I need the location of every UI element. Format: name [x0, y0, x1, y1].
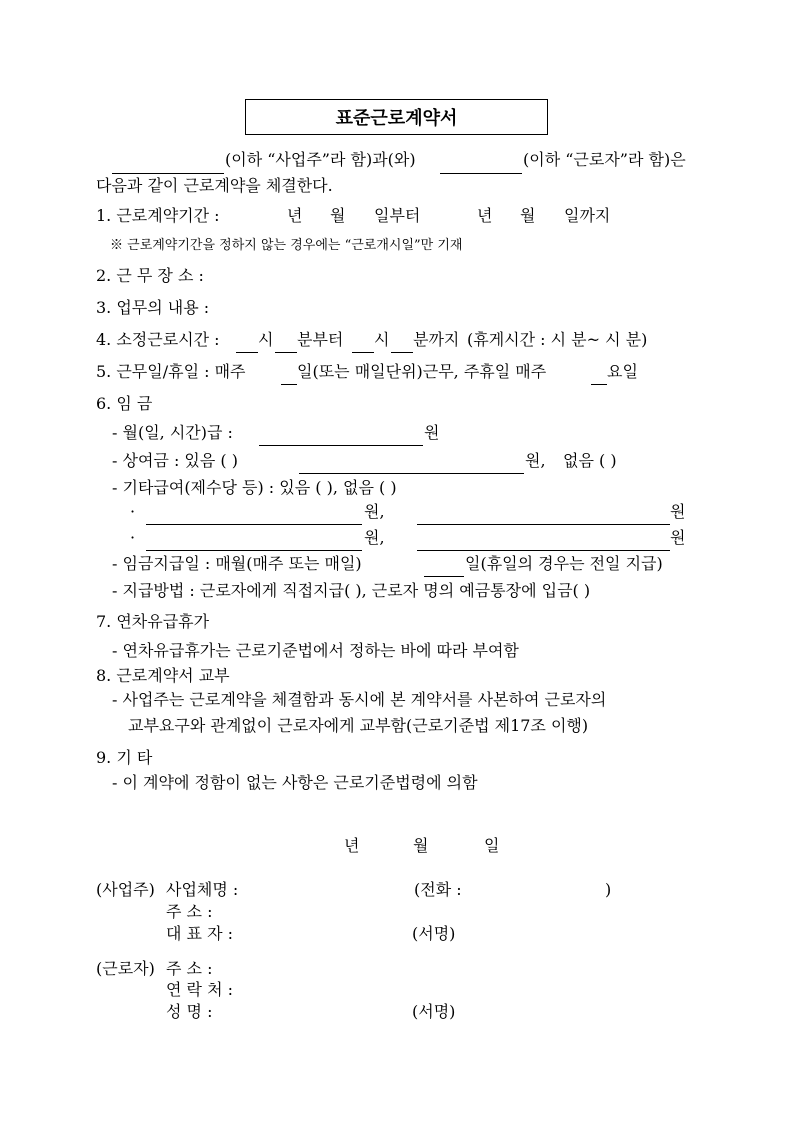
s1-month1: 월: [330, 206, 346, 225]
intro-line2: 다음과 같이 근로계약을 체결한다.: [96, 176, 333, 195]
s4-break: (휴게시간 : 시 분~ 시 분): [467, 330, 648, 349]
worker-role: (근로자): [96, 959, 155, 978]
s1-label: 1. 근로계약기간 :: [96, 206, 220, 225]
s6-other4-won: 원: [670, 528, 686, 547]
s6-other4-blank[interactable]: [417, 535, 670, 551]
date-year: 년: [344, 836, 360, 855]
s6-dot-1: ·: [130, 502, 136, 521]
s4-min-to: 분까지: [413, 330, 460, 349]
s6-wage-won: 원: [424, 423, 440, 442]
worker-name-blank[interactable]: [440, 158, 522, 174]
s4-hour1: 시: [258, 330, 274, 349]
s7-text: - 연차유급휴가는 근로기준법에서 정하는 바에 따라 부여함: [112, 641, 519, 660]
s6-bonus-none: 없음 ( ): [563, 451, 617, 470]
s6-payday-blank[interactable]: [424, 561, 464, 577]
s2-label: 2. 근 무 장 소 :: [96, 266, 204, 285]
s5-days-blank[interactable]: [281, 369, 297, 385]
worker-contact-label: 연 락 처 :: [166, 980, 234, 999]
s6-bonus: - 상여금 : 있음 ( ): [112, 451, 238, 470]
date-day: 일: [484, 836, 500, 855]
worker-ref: (이하 “근로자”라 함)은: [523, 150, 686, 169]
employer-phone-close: ): [605, 880, 612, 899]
s7-label: 7. 연차유급휴가: [96, 612, 210, 631]
s6-other: - 기타급여(제수당 등) : 있음 ( ), 없음 ( ): [112, 478, 397, 497]
s1-month2: 월: [520, 206, 536, 225]
worker-signature: (서명): [412, 1002, 456, 1021]
s4-hour1-blank[interactable]: [236, 337, 258, 353]
s6-other3-blank[interactable]: [146, 535, 362, 551]
s5-dow-blank[interactable]: [591, 369, 607, 385]
s6-other1-won: 원,: [364, 502, 385, 521]
s6-bonus-blank[interactable]: [299, 458, 524, 474]
s6-dot-2: ·: [130, 528, 136, 547]
s4-min2-blank[interactable]: [391, 337, 413, 353]
s1-day-to: 일까지: [564, 206, 611, 225]
s4-min-from: 분부터: [297, 330, 344, 349]
s1-year1: 년: [287, 206, 303, 225]
s6-method: - 지급방법 : 근로자에게 직접지급( ), 근로자 명의 예금통장에 입금( ): [112, 581, 591, 600]
s6-payday: - 임금지급일 : 매월(매주 또는 매일): [112, 554, 362, 573]
s6-bonus-won: 원,: [525, 451, 546, 470]
s1-year2: 년: [477, 206, 493, 225]
worker-name-label: 성 명 :: [166, 1002, 213, 1021]
employer-name-blank[interactable]: [112, 158, 224, 174]
s8-text1: - 사업주는 근로계약을 체결함과 동시에 본 계약서를 사본하여 근로자의: [112, 690, 607, 709]
employer-ref: (이하 “사업주”라 함)과(와): [225, 150, 416, 169]
s8-label: 8. 근로계약서 교부: [96, 666, 230, 685]
s1-day-from: 일부터: [374, 206, 421, 225]
s9-label: 9. 기 타: [96, 748, 153, 767]
s6-payday-tail: 일(휴일의 경우는 전일 지급): [465, 554, 663, 573]
s5-dow: 요일: [607, 362, 638, 381]
s6-other3-won: 원,: [364, 528, 385, 547]
s3-label: 3. 업무의 내용 :: [96, 298, 210, 317]
s4-label: 4. 소정근로시간 :: [96, 330, 220, 349]
date-month: 월: [413, 836, 429, 855]
s1-note: ※ 근로계약기간을 정하지 않는 경우에는 “근로개시일”만 기재: [110, 238, 463, 253]
s6-other2-won: 원: [670, 502, 686, 521]
s4-hour2: 시: [374, 330, 390, 349]
s9-text: - 이 계약에 정함이 없는 사항은 근로기준법령에 의함: [112, 773, 478, 792]
s4-min1-blank[interactable]: [275, 337, 297, 353]
employer-phone-label: (전화 :: [414, 880, 462, 899]
document-title: 표준근로계약서: [245, 99, 548, 135]
s8-text2: 교부요구와 관계없이 근로자에게 교부함(근로기준법 제17조 이행): [128, 716, 589, 735]
employer-rep-label: 대 표 자 :: [166, 924, 234, 943]
s6-other1-blank[interactable]: [146, 509, 362, 525]
employer-signature: (서명): [412, 924, 456, 943]
s4-hour2-blank[interactable]: [352, 337, 374, 353]
s6-label: 6. 임 금: [96, 394, 153, 413]
s5-label: 5. 근무일/휴일 : 매주: [96, 362, 246, 381]
s6-wage: - 월(일, 시간)급 :: [112, 423, 233, 442]
s6-other2-blank[interactable]: [417, 509, 670, 525]
worker-address-label: 주 소 :: [166, 959, 213, 978]
employer-address-label: 주 소 :: [166, 902, 213, 921]
s5-days: 일(또는 매일단위)근무, 주휴일 매주: [297, 362, 547, 381]
employer-company-label: 사업체명 :: [166, 880, 239, 899]
s6-wage-blank[interactable]: [259, 430, 423, 446]
employer-role: (사업주): [96, 880, 155, 899]
